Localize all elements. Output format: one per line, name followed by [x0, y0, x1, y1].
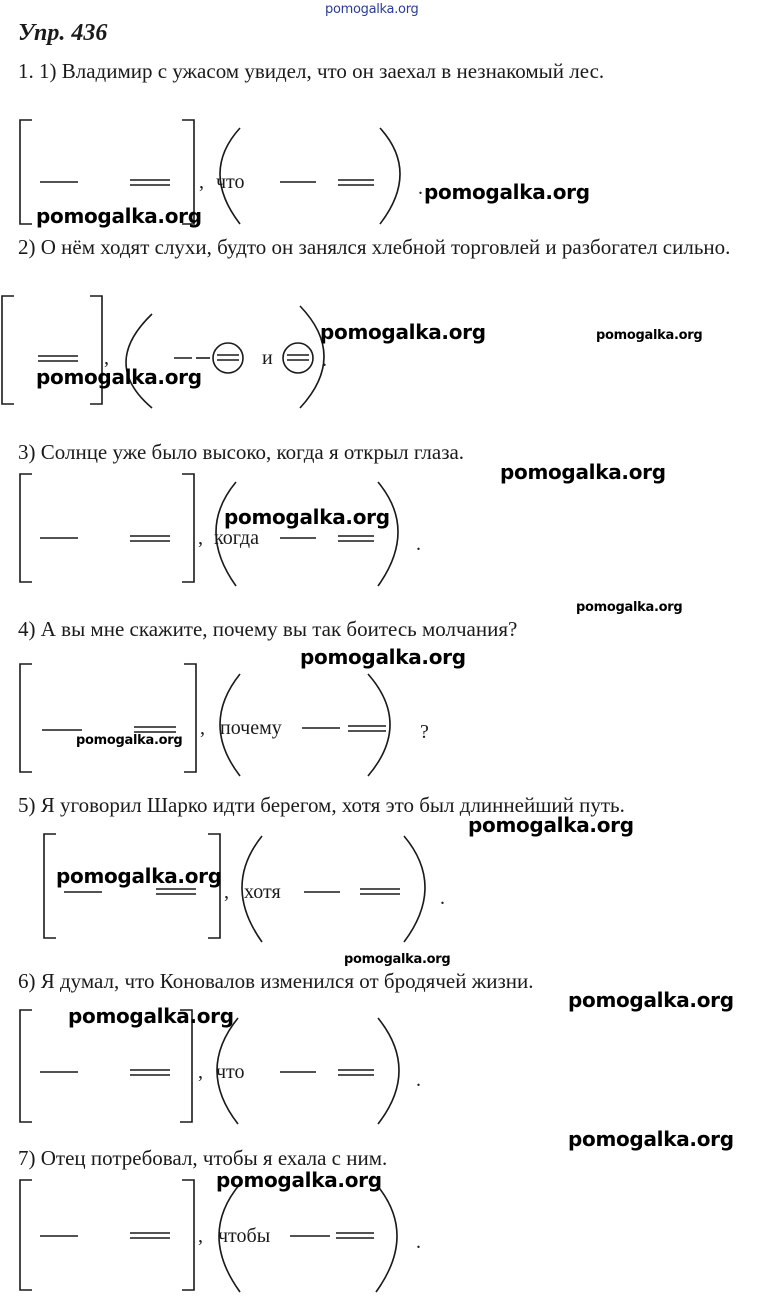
end-punctuation: ? — [420, 721, 429, 743]
homogeneous-predicate-circle — [213, 343, 243, 373]
main-clause-bracket-open — [2, 296, 14, 404]
predicate-line — [156, 889, 196, 894]
watermark: pomogalka.org — [320, 320, 486, 344]
predicate-line — [338, 180, 374, 185]
watermark: pomogalka.org — [500, 460, 666, 484]
main-clause-bracket-open — [20, 664, 32, 772]
sentence-6: 6) Я думал, что Коновалов изменился от бродячей жизни. — [18, 969, 534, 993]
end-punctuation: . — [416, 1069, 421, 1091]
predicate-line — [338, 536, 374, 541]
predicate-line — [336, 1233, 374, 1238]
comma: , — [199, 171, 204, 193]
watermark: pomogalka.org — [224, 505, 390, 529]
sentence-3: 3) Солнце уже было высоко, когда я открыл глаза. — [18, 440, 465, 464]
sentence-1: 1. 1) Владимир с ужасом увидел, что он заехал в незнакомый лес. — [18, 59, 605, 83]
watermark: pomogalka.org — [576, 600, 683, 615]
comma: , — [198, 527, 203, 549]
watermark: pomogalka.org — [468, 813, 634, 837]
sub-clause-paren-close — [378, 482, 398, 586]
watermark: pomogalka.org — [424, 180, 590, 204]
conjunction-label: чтобы — [218, 1225, 271, 1247]
watermark: pomogalka.org — [76, 733, 183, 748]
sub-clause-paren-open — [126, 314, 152, 408]
end-punctuation: . — [416, 1231, 421, 1253]
sentence-2: 2) О нём ходят слухи, будто он занялся хлебной торговлей и разбогател сильно. — [18, 235, 731, 259]
watermark: pomogalka.org — [36, 365, 202, 389]
homogeneous-predicate-circle — [283, 343, 313, 373]
predicate-line — [130, 180, 170, 185]
end-punctuation: . — [322, 349, 327, 371]
predicate-line — [130, 1070, 170, 1075]
watermark: pomogalka.org — [36, 204, 202, 228]
conjunction-label: почему — [220, 717, 282, 739]
end-punctuation: . — [440, 887, 445, 909]
predicate-line — [287, 355, 309, 360]
sentence-5: 5) Я уговорил Шарко идти берегом, хотя это был длиннейший путь. — [18, 793, 625, 817]
conjunction-label: и — [262, 347, 273, 369]
main-clause-bracket-open — [44, 834, 56, 938]
predicate-line — [217, 355, 239, 360]
watermark: pomogalka.org — [344, 952, 451, 967]
main-clause-bracket-close — [184, 664, 196, 772]
conjunction-label: что — [216, 1061, 245, 1083]
watermark-top: pomogalka.org — [325, 2, 419, 17]
main-clause-bracket-open — [20, 1010, 32, 1122]
watermark: pomogalka.org — [56, 864, 222, 888]
comma: , — [224, 881, 229, 903]
scheme-3 — [0, 470, 765, 590]
scheme-2 — [0, 292, 765, 412]
predicate-line — [134, 727, 176, 732]
watermark: pomogalka.org — [596, 328, 703, 343]
end-punctuation: . — [416, 533, 421, 555]
main-clause-bracket-open — [20, 474, 32, 582]
main-clause-bracket-close — [182, 474, 194, 582]
sub-clause-paren-close — [368, 674, 390, 776]
watermark: pomogalka.org — [216, 1168, 382, 1192]
main-clause-bracket-open — [20, 120, 32, 224]
sub-clause-paren-close — [380, 128, 400, 224]
watermark: pomogalka.org — [568, 1127, 734, 1151]
predicate-line — [130, 1233, 170, 1238]
watermark: pomogalka.org — [68, 1004, 234, 1028]
watermark: pomogalka.org — [300, 645, 466, 669]
conjunction-label: что — [216, 171, 245, 193]
sentence-7: 7) Отец потребовал, чтобы я ехала с ним. — [18, 1146, 388, 1170]
predicate-line — [360, 889, 400, 894]
predicate-line — [338, 1070, 374, 1075]
main-clause-bracket-close — [182, 1180, 194, 1290]
sub-clause-paren-close — [404, 836, 425, 942]
sub-clause-paren-close — [376, 1184, 397, 1292]
comma: , — [198, 1061, 203, 1083]
conjunction-label: хотя — [244, 881, 281, 903]
comma: , — [104, 347, 109, 369]
sub-clause-paren-close — [378, 1018, 399, 1124]
comma: , — [198, 1225, 203, 1247]
predicate-line — [130, 536, 170, 541]
scheme-7 — [0, 1176, 765, 1296]
sentence-4: 4) А вы мне скажите, почему вы так боитесь молчания? — [18, 617, 518, 641]
watermark: pomogalka.org — [568, 988, 734, 1012]
predicate-line — [38, 356, 78, 361]
comma: , — [200, 717, 205, 739]
main-clause-bracket-open — [20, 1180, 32, 1290]
conjunction-label: когда — [214, 527, 259, 549]
exercise-title: Упр. 436 — [18, 20, 108, 46]
end-punctuation: . — [418, 177, 423, 199]
predicate-line — [348, 726, 386, 731]
scheme-4 — [0, 660, 765, 780]
